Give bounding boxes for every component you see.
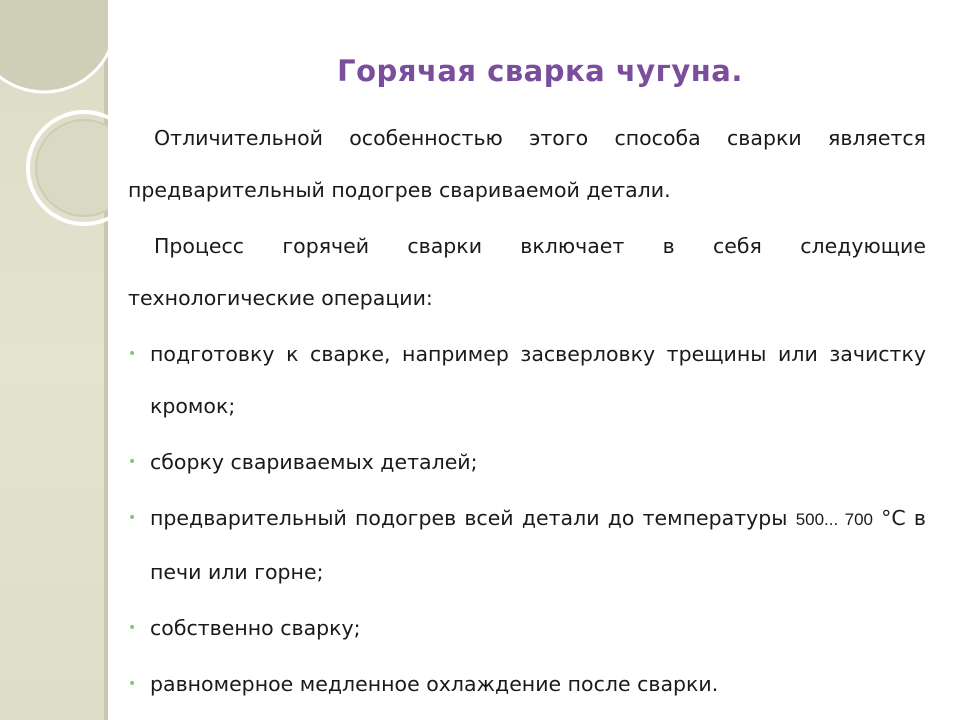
- slide-content: [128, 112, 926, 714]
- decorative-circles: [0, 0, 108, 260]
- bullet-icon: •: [128, 676, 137, 692]
- bullet-icon: •: [128, 454, 137, 470]
- list-item-text: равномерное медленное охлаждение после сварки.: [150, 672, 719, 696]
- bullet-icon: •: [128, 346, 137, 362]
- list-item: [128, 492, 926, 598]
- list-item-text: сборку свариваемых деталей;: [150, 450, 478, 474]
- list-item-text: предварительный подогрев всей детали до температуры: [150, 506, 796, 530]
- list-item-text-suffix: °С в печи или горне;: [150, 506, 926, 584]
- list-item: [128, 658, 926, 710]
- deco-circle-large: [0, 0, 108, 92]
- temperature-range: 500... 700: [795, 510, 873, 529]
- slide-title: Горячая сварка чугуна.: [337, 54, 743, 88]
- bullet-icon: •: [128, 510, 137, 526]
- bullet-icon: •: [128, 620, 137, 636]
- paragraph-process: Процесс горячей сварки включает в себя следующие технологические операции:: [128, 234, 926, 310]
- deco-circle-inner: [36, 120, 108, 216]
- paragraph-intro: Отличительной особенностью этого способа сварки является предварительный подогрев свариваемой детали.: [128, 126, 926, 202]
- list-item-text: подготовку к сварке, например засверловку трещины или зачистку кромок;: [150, 342, 926, 418]
- list-item: [128, 328, 926, 432]
- list-item: [128, 602, 926, 654]
- list-item-text: собственно сварку;: [150, 616, 361, 640]
- list-item: [128, 436, 926, 488]
